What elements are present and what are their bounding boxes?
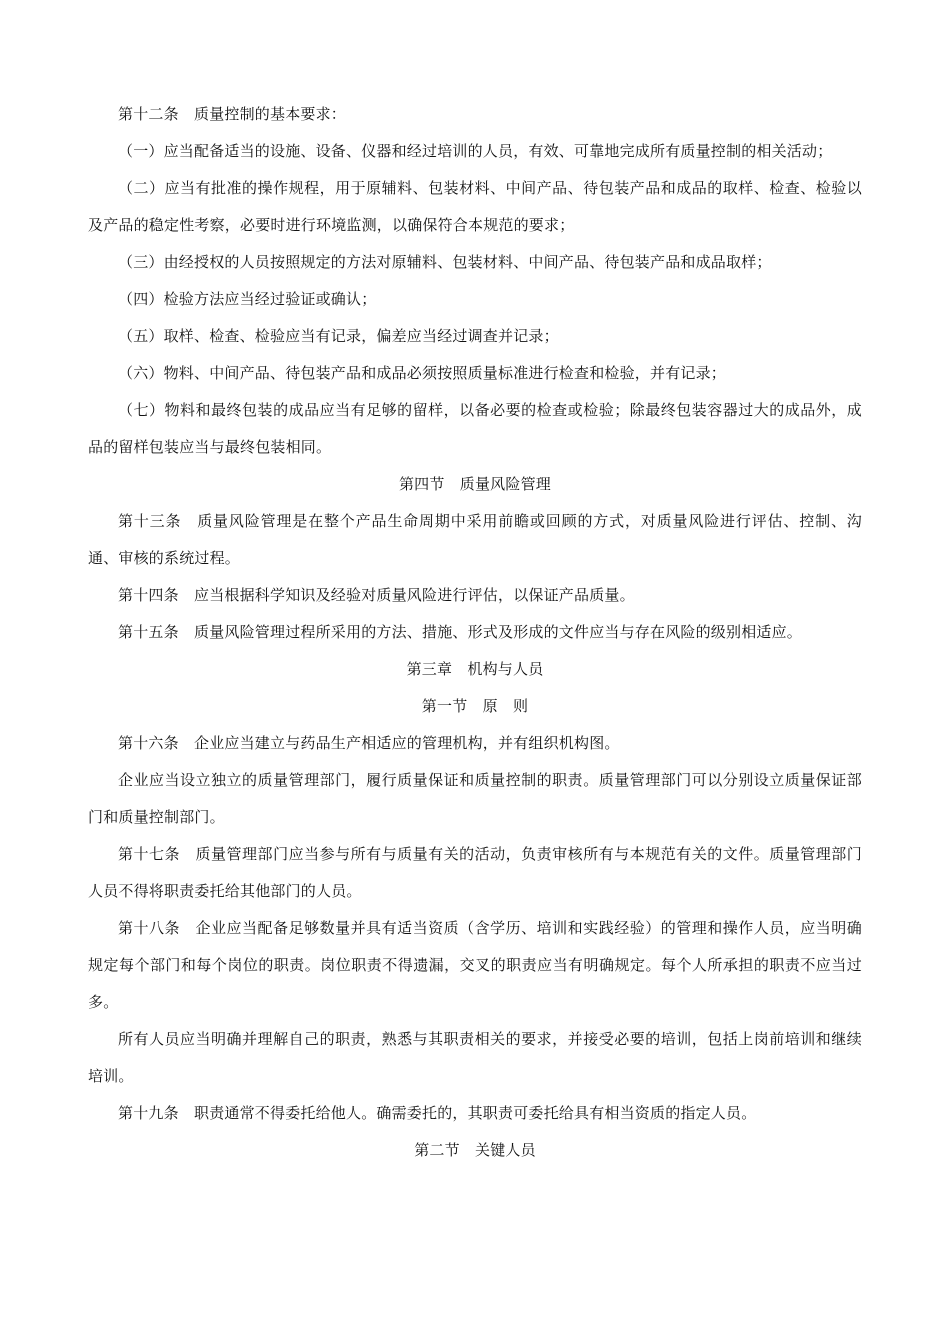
article-15: 第十五条 质量风险管理过程所采用的方法、措施、形式及形成的文件应当与存在风险的级别相适应。 <box>118 623 803 641</box>
article-12-item-5: （五）取样、检查、检验应当有记录，偏差应当经过调查并记录； <box>118 327 559 345</box>
article-16-paragraph-2: 企业应当设立独立的质量管理部门，履行质量保证和质量控制的职责。质量管理部门可以分别设立质量保证部门和质量控制部门。 <box>88 771 862 826</box>
article-12-item-7: （七）物料和最终包装的成品应当有足够的留样，以备必要的检查或检验；除最终包装容器过大的成品外，成品的留样包装应当与最终包装相同。 <box>88 401 862 456</box>
article-19: 第十九条 职责通常不得委托给他人。确需委托的，其职责可委托给具有相当资质的指定人员。 <box>118 1104 757 1122</box>
section-1-heading: 第一节 原 则 <box>421 697 529 715</box>
section-2-heading: 第二节 关键人员 <box>414 1141 536 1159</box>
section-4-heading: 第四节 质量风险管理 <box>398 475 551 493</box>
article-12-item-2: （二）应当有批准的操作规程，用于原辅料、包装材料、中间产品、待包装产品和成品的取样、检查、检验以及产品的稳定性考察，必要时进行环境监测，以确保符合本规范的要求； <box>88 179 862 234</box>
article-13: 第十三条 质量风险管理是在整个产品生命周期中采用前瞻或回顾的方式，对质量风险进行评估、控制、沟通、审核的系统过程。 <box>88 512 862 567</box>
article-12-item-1: （一）应当配备适当的设施、设备、仪器和经过培训的人员，有效、可靠地完成所有质量控制的相关活动； <box>118 142 833 160</box>
article-12-item-6: （六）物料、中间产品、待包装产品和成品必须按照质量标准进行检查和检验，并有记录； <box>118 364 727 382</box>
document-body <box>88 96 862 1169</box>
article-14: 第十四条 应当根据科学知识及经验对质量风险进行评估，以保证产品质量。 <box>118 586 635 604</box>
chapter-3-heading: 第三章 机构与人员 <box>406 660 544 678</box>
article-18: 第十八条 企业应当配备足够数量并具有适当资质（含学历、培训和实践经验）的管理和操作人员，应当明确规定每个部门和每个岗位的职责。岗位职责不得遗漏，交叉的职责应当有明确规定。每个人所承担的职责不应当过多。 <box>88 919 862 1011</box>
article-16: 第十六条 企业应当建立与药品生产相适应的管理机构，并有组织机构图。 <box>118 734 620 752</box>
article-12-title: 第十二条 质量控制的基本要求： <box>118 105 347 123</box>
article-17: 第十七条 质量管理部门应当参与所有与质量有关的活动，负责审核所有与本规范有关的文件。质量管理部门人员不得将职责委托给其他部门的人员。 <box>88 845 862 900</box>
article-12-item-3: （三）由经授权的人员按照规定的方法对原辅料、包装材料、中间产品、待包装产品和成品取样； <box>118 253 772 271</box>
article-18-paragraph-2: 所有人员应当明确并理解自己的职责，熟悉与其职责相关的要求，并接受必要的培训，包括上岗前培训和继续培训。 <box>88 1030 862 1085</box>
article-12-item-4: （四）检验方法应当经过验证或确认； <box>118 290 377 308</box>
